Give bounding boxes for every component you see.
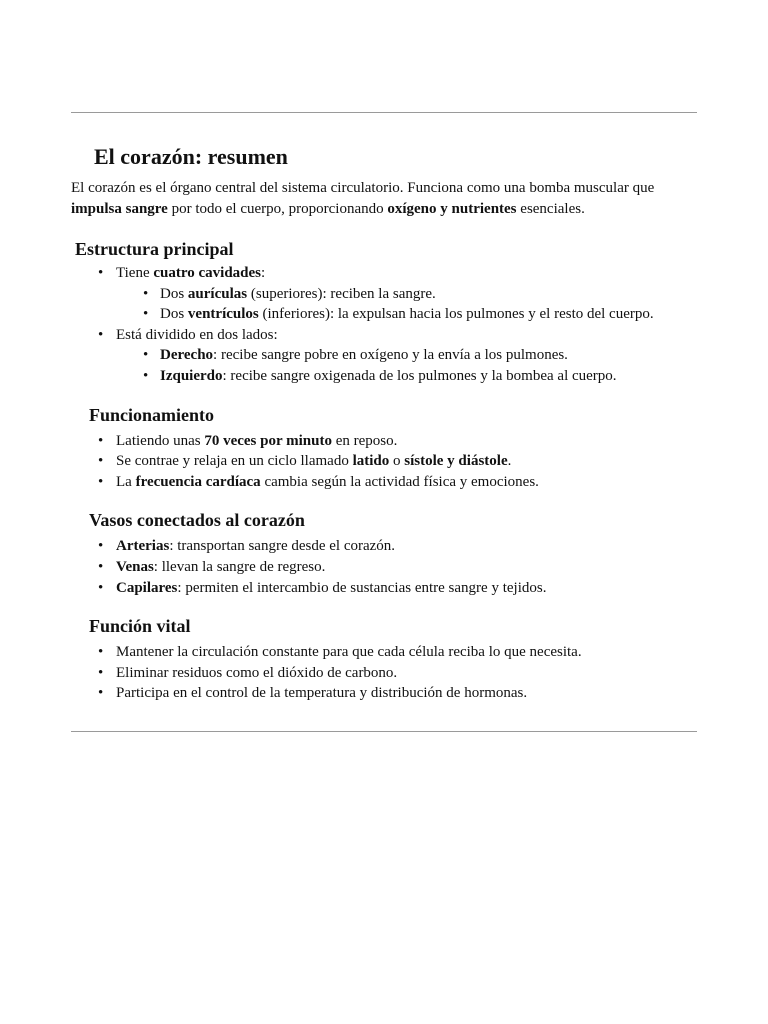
intro-bold-1: impulsa sangre <box>71 201 168 217</box>
bullet: • <box>143 306 149 323</box>
bullet: • <box>98 453 104 470</box>
bullet: • <box>98 685 104 702</box>
list-item-frecuencia <box>71 472 697 493</box>
intro-bold-2: oxígeno y nutrientes <box>387 201 517 217</box>
page-title: El corazón: resumen <box>94 144 288 169</box>
item-bold: sístole y diástole <box>404 453 508 470</box>
item-text: (inferiores): la expulsan hacia los pulmones y el resto del cuerpo. <box>258 306 654 323</box>
item-bold: Izquierdo <box>160 367 223 384</box>
list-item-ventriculos <box>116 304 697 325</box>
bullet: • <box>143 347 149 364</box>
cavidades-sublist <box>116 284 697 325</box>
section-heading-vasos: Vasos conectados al corazón <box>89 510 305 531</box>
item-bold: latido <box>352 453 390 470</box>
item-text: Latiendo unas <box>116 432 205 449</box>
bullet: • <box>143 285 149 302</box>
item-text: Eliminar residuos como el dióxido de carbono. <box>116 664 398 681</box>
item-text: Participa en el control de la temperatura y distribución de hormonas. <box>116 685 528 702</box>
item-text: Mantener la circulación constante para que cada célula reciba lo que necesita. <box>116 644 582 661</box>
item-bold: Venas <box>116 558 154 575</box>
bullet: • <box>98 538 104 555</box>
item-text: o <box>389 453 405 470</box>
bullet: • <box>98 473 104 490</box>
bullet: • <box>98 432 104 449</box>
item-bold: frecuencia cardíaca <box>135 473 261 490</box>
section-heading-estructura: Estructura principal <box>75 239 234 259</box>
intro-paragraph <box>71 178 697 220</box>
intro-text-3: esenciales. <box>516 201 585 217</box>
item-text: La <box>116 473 136 490</box>
bottom-divider <box>71 731 697 732</box>
lados-sublist <box>116 345 697 386</box>
item-text: : recibe sangre pobre en oxígeno y la envía a los pulmones. <box>213 347 568 364</box>
list-item-cavidades <box>71 263 697 325</box>
item-text: : permiten el intercambio de sustancias entre sangre y tejidos. <box>177 579 547 596</box>
item-text: en reposo. <box>331 432 398 449</box>
list-item-circulacion <box>71 642 697 663</box>
top-divider <box>71 112 697 113</box>
item-bold: 70 veces por minuto <box>204 432 332 449</box>
item-text: Está dividido en dos lados: <box>116 326 278 343</box>
item-bold: Arterias <box>116 538 170 555</box>
list-item-derecho <box>116 345 697 366</box>
list-item-temperatura <box>71 683 697 704</box>
item-text: : <box>261 265 266 281</box>
item-text: Tiene <box>116 265 154 281</box>
bullet: • <box>98 558 104 575</box>
item-text: cambia según la actividad física y emociones. <box>260 473 539 490</box>
list-item-auriculas <box>116 284 697 305</box>
list-item-capilares <box>71 578 697 599</box>
item-text: Se contrae y relaja en un ciclo llamado <box>116 453 353 470</box>
funcion-vital-list <box>71 642 697 704</box>
estructura-list <box>71 263 697 387</box>
item-bold: Derecho <box>160 347 214 364</box>
list-item-arterias <box>71 536 697 557</box>
item-bold: cuatro cavidades <box>153 265 262 281</box>
item-text: Dos <box>160 285 188 302</box>
item-bold: aurículas <box>187 285 248 302</box>
section-heading-funcionamiento: Funcionamiento <box>89 404 215 425</box>
bullet: • <box>98 644 104 661</box>
item-text: : recibe sangre oxigenada de los pulmones y la bombea al cuerpo. <box>222 367 617 384</box>
list-item-latidos <box>71 431 697 452</box>
list-item-izquierdo <box>116 366 697 387</box>
item-text: . <box>507 453 512 470</box>
item-text: : transportan sangre desde el corazón. <box>169 538 396 555</box>
item-bold: Capilares <box>116 579 178 596</box>
section-heading-funcion-vital: Función vital <box>89 616 191 637</box>
item-text: Dos <box>160 306 188 323</box>
intro-text-2: por todo el cuerpo, proporcionando <box>167 201 388 217</box>
bullet: • <box>98 664 104 681</box>
item-text: : llevan la sangre de regreso. <box>153 558 326 575</box>
bullet: • <box>98 326 104 343</box>
list-item-lados <box>71 325 697 387</box>
bullet: • <box>143 367 149 384</box>
bullet: • <box>98 265 104 281</box>
bullet: • <box>98 579 104 596</box>
list-item-venas <box>71 557 697 578</box>
document-body <box>71 142 697 704</box>
list-item-residuos <box>71 663 697 684</box>
item-bold: ventrículos <box>187 306 259 323</box>
item-text: (superiores): reciben la sangre. <box>247 285 436 302</box>
vasos-list <box>71 536 697 598</box>
list-item-ciclo <box>71 451 697 472</box>
intro-text-1: El corazón es el órgano central del sistema circulatorio. Funciona como una bomba muscular que <box>71 180 655 196</box>
funcionamiento-list <box>71 431 697 493</box>
